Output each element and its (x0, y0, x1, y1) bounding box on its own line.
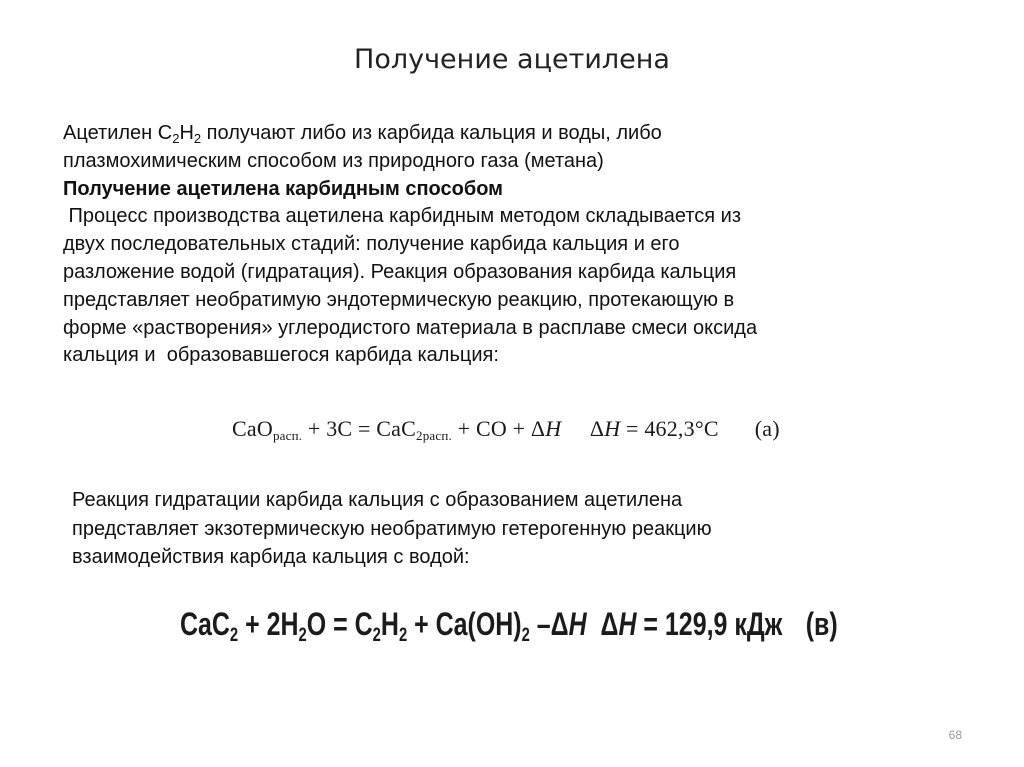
hydration-line: Реакция гидратации карбида кальция с образованием ацетилена (72, 489, 683, 511)
para-line: форме «растворения» углеродистого материала в расплаве смеси оксида (63, 316, 758, 339)
hydration-line: представляет экзотермическую необратимую гетерогенную реакцию (72, 517, 712, 540)
page-number: 68 (948, 728, 962, 742)
intro-line-1: Ацетилен $С_2Н_2$ получают либо из карбида кальция и воды, либо (63, 122, 662, 146)
para-line: представляет необратимую эндотермическую реакцию, протекающую в (63, 288, 735, 311)
para-line: двух последовательных стадий: получение карбида кальция и его (63, 233, 680, 256)
intro-line-2: плазмохимическим способом из природного газа (метана) (63, 149, 604, 172)
para-line: разложение водой (гидратация). Реакция образования карбида кальция (63, 260, 737, 283)
equation-b: $CaC_2 + 2H_2O = C_2H_2 + Ca(OH)_2$ –ΔH ΔH = 129,9 кДж (в) (180, 606, 838, 646)
hydration-text-block (72, 486, 972, 572)
equation-a-label: (а) (754, 416, 780, 441)
equation-a: CaOрасп. + 3C = CaC2расп. + CO + ΔH ΔH = 462,3°С (а) (232, 416, 780, 443)
intro-text-block (63, 120, 983, 370)
para-line: Процесс производства ацетилена карбидным методом складывается из (63, 205, 742, 228)
equation-b-label: (в) (805, 606, 838, 642)
section-heading: Получение ацетилена карбидным способом (63, 177, 503, 200)
slide-title: Получение ацетилена (354, 44, 670, 75)
hydration-line: взаимодействия карбида кальция с водой: (72, 546, 470, 568)
para-line: кальция и образовавшегося карбида кальция: (63, 344, 499, 367)
